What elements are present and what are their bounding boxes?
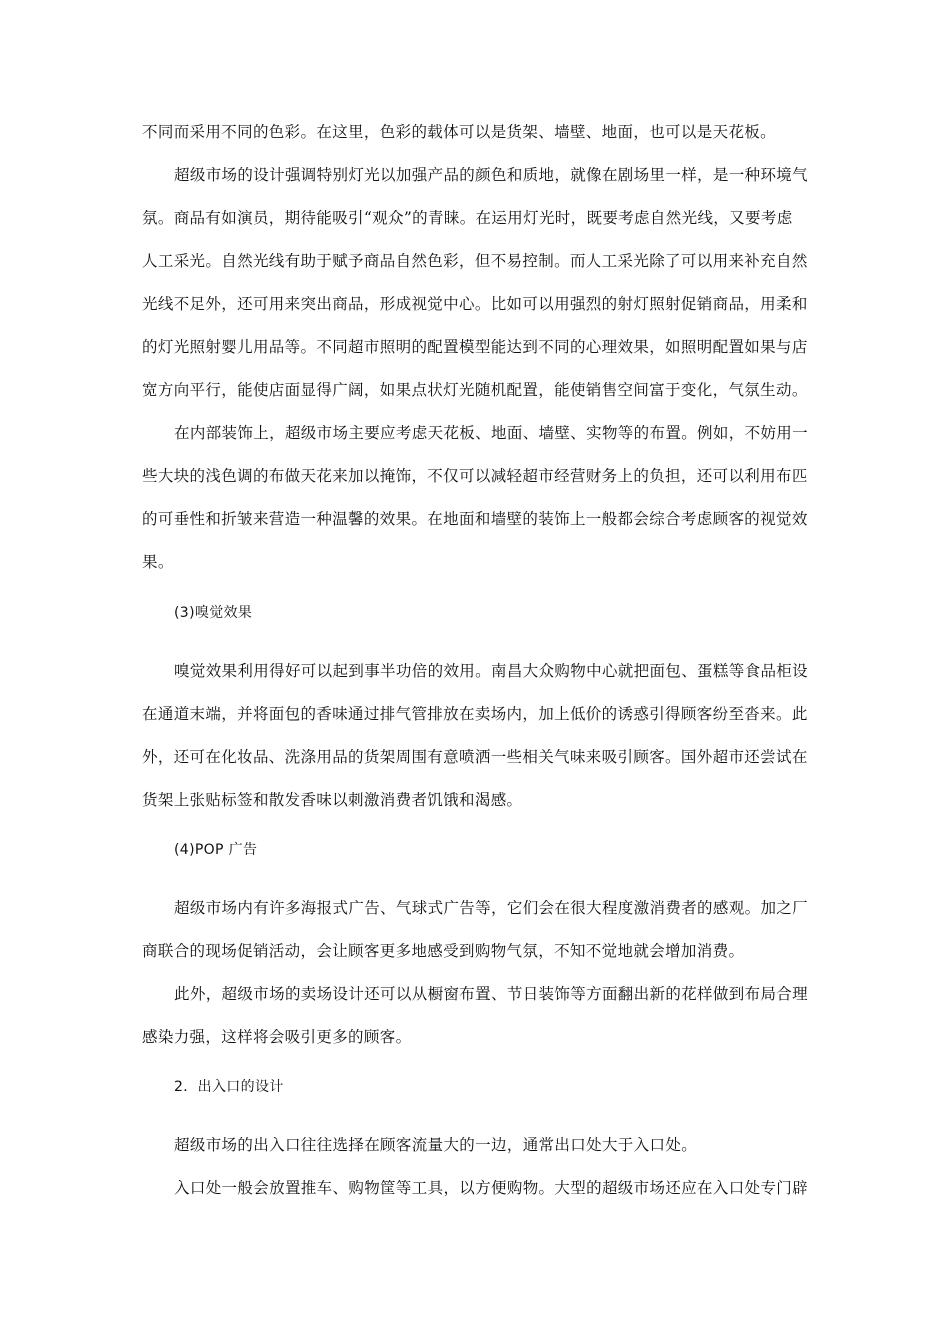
text-line: 些大块的浅色调的布做天花来加以掩饰，不仅可以减轻超市经营财务上的负担，还可以利用布匹 bbox=[142, 467, 808, 485]
text-line: 光线不足外，还可用来突出商品，形成视觉中心。比如可以用强烈的射灯照射促销商品，用柔和 bbox=[142, 295, 808, 313]
text-line: 超级市场的出入口往往选择在顾客流量大的一边，通常出口处大于入口处。 bbox=[174, 1136, 698, 1154]
text-line: 不同而采用不同的色彩。在这里，色彩的载体可以是货架、墙壁、地面，也可以是天花板。 bbox=[142, 123, 777, 141]
text-line: 人工采光。自然光线有助于赋予商品自然色彩，但不易控制。而人工采光除了可以用来补充自然 bbox=[142, 252, 808, 270]
text-line: 货架上张贴标签和散发香味以刺激消费者饥饿和渴感。 bbox=[142, 791, 523, 809]
text-line: 超级市场内有许多海报式广告、气球式广告等，它们会在很大程度激消费者的感观。加之厂 bbox=[174, 899, 809, 917]
text-line: 的可垂性和折皱来营造一种温馨的效果。在地面和墙壁的装饰上一般都会综合考虑顾客的视觉效 bbox=[142, 510, 808, 528]
text-line: 外，还可在化妆品、洗涤用品的货架周围有意喷洒一些相关气味来吸引顾客。国外超市还尝试在 bbox=[142, 748, 808, 766]
text-line: 氛。商品有如演员，期待能吸引“观众”的青睐。在运用灯光时，既要考虑自然光线，又要考虑 bbox=[142, 209, 793, 227]
text-line: 商联合的现场促销活动，会让顾客更多地感受到购物气氛，不知不觉地就会增加消费。 bbox=[142, 942, 745, 960]
text-line: 在通道末端，并将面包的香味通过排气管排放在卖场内，加上低价的诱惑引得顾客纷至沓来。此 bbox=[142, 705, 808, 723]
text-line: 在内部装饰上，超级市场主要应考虑天花板、地面、墙壁、实物等的布置。例如，不妨用一 bbox=[174, 424, 809, 442]
section-heading: (3)嗅觉效果 bbox=[174, 605, 253, 621]
text-line: 的灯光照射婴儿用品等。不同超市照明的配置模型能达到不同的心理效果，如照明配置如果与店 bbox=[142, 338, 808, 356]
section-heading: 2．出入口的设计 bbox=[174, 1079, 284, 1095]
text-line: 宽方向平行，能使店面显得广阔，如果点状灯光随机配置，能使销售空间富于变化，气氛生动。 bbox=[142, 381, 808, 399]
text-line: 此外，超级市场的卖场设计还可以从橱窗布置、节日装饰等方面翻出新的花样做到布局合理 bbox=[174, 985, 809, 1003]
section-heading: (4)POP 广告 bbox=[174, 842, 258, 858]
text-line: 嗅觉效果利用得好可以起到事半功倍的效用。南昌大众购物中心就把面包、蛋糕等食品柜设 bbox=[174, 662, 809, 680]
text-line: 入口处一般会放置推车、购物筐等工具，以方便购物。大型的超级市场还应在入口处专门辟 bbox=[174, 1179, 809, 1197]
text-line: 超级市场的设计强调特别灯光以加强产品的颜色和质地，就像在剧场里一样，是一种环境气 bbox=[174, 166, 809, 184]
text-line: 果。 bbox=[142, 553, 174, 571]
text-line: 感染力强，这样将会吸引更多的顾客。 bbox=[142, 1028, 412, 1046]
